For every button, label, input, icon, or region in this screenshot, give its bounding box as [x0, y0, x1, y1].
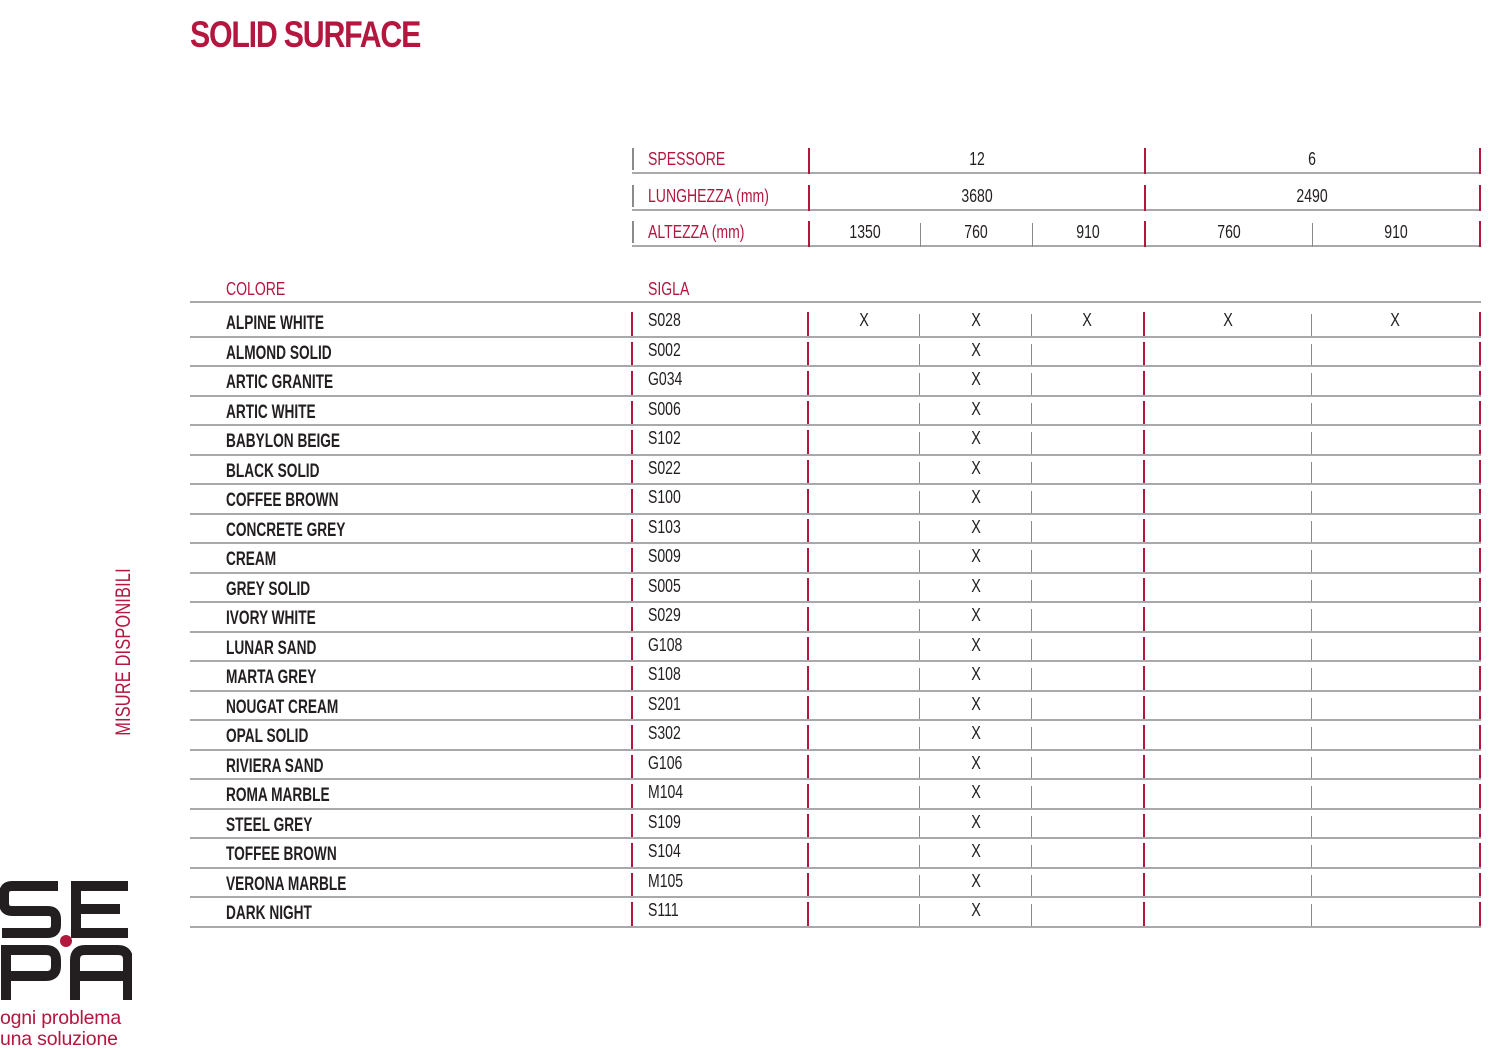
color-name: COFFEE BROWN: [226, 490, 339, 511]
divider: [190, 301, 1481, 303]
availability-mark: X: [971, 428, 982, 448]
availability-mark: [809, 781, 919, 803]
availability-mark: X: [971, 782, 982, 802]
header-value: 1350: [849, 222, 881, 242]
table-row: [190, 485, 1481, 515]
table-row: [190, 751, 1481, 781]
availability-mark: X: [971, 811, 982, 832]
color-name: ROMA MARBLE: [226, 785, 330, 806]
header-row-lunghezza: [632, 183, 1481, 209]
sepa-logo-mark: [0, 880, 132, 1002]
header-value: 910: [1384, 222, 1408, 242]
availability-mark: [1145, 604, 1311, 626]
color-name: RIVIERA SAND: [226, 755, 324, 777]
sepa-logo: [0, 880, 132, 1050]
availability-mark: [1145, 870, 1311, 892]
availability-mark: [1312, 427, 1478, 449]
availability-mark: [809, 663, 919, 685]
color-name: OPAL SOLID: [226, 726, 309, 747]
color-name: DARK NIGHT: [226, 903, 312, 924]
color-name: BLACK SOLID: [226, 460, 320, 482]
color-name: ARTIC WHITE: [226, 401, 316, 423]
logo-tagline-2: una soluzione: [0, 1028, 118, 1050]
availability-mark: [809, 752, 919, 774]
color-code: S029: [648, 605, 681, 625]
table-row: [190, 367, 1481, 397]
color-code: S104: [648, 841, 681, 861]
availability-mark: [1312, 693, 1478, 715]
availability-mark: [1312, 575, 1478, 597]
availability-mark: [809, 811, 919, 833]
color-name: MARTA GREY: [226, 667, 317, 688]
availability-mark: X: [971, 310, 982, 330]
availability-mark: [1312, 486, 1478, 508]
availability-mark: [1145, 693, 1311, 715]
table-row: [190, 456, 1481, 486]
color-name: ALMOND SOLID: [226, 342, 332, 364]
availability-mark: [1312, 545, 1478, 567]
page-title: SOLID SURFACE: [190, 14, 421, 55]
table-row: [190, 574, 1481, 604]
availability-mark: [809, 545, 919, 567]
table-row: [190, 810, 1481, 840]
availability-mark: [1145, 899, 1311, 921]
availability-mark: [1032, 486, 1143, 508]
color-name: TOFFEE BROWN: [226, 844, 337, 865]
availability-mark: [1032, 870, 1143, 892]
availability-mark: X: [1390, 310, 1400, 330]
availability-mark: [1312, 604, 1478, 626]
availability-mark: [1032, 752, 1143, 774]
color-code: S103: [648, 516, 681, 537]
availability-mark: [1312, 398, 1478, 420]
availability-mark: X: [971, 605, 982, 625]
availability-mark: [809, 339, 919, 361]
availability-mark: [1032, 634, 1143, 656]
availability-mark: [1312, 368, 1478, 390]
color-code: S002: [648, 339, 681, 360]
availability-mark: X: [971, 634, 982, 655]
table-row: [190, 869, 1481, 899]
availability-mark: [1312, 634, 1478, 656]
availability-mark: [809, 722, 919, 744]
availability-mark: [809, 486, 919, 508]
availability-mark: [1032, 840, 1143, 862]
color-code: S006: [648, 398, 681, 419]
table-row: [190, 515, 1481, 545]
availability-mark: X: [971, 723, 982, 743]
table-row: [190, 397, 1481, 427]
availability-mark: [1312, 663, 1478, 685]
color-code: S009: [648, 546, 681, 566]
color-code: S022: [648, 457, 681, 478]
availability-mark: [1145, 575, 1311, 597]
availability-mark: [1145, 811, 1311, 833]
availability-mark: [1312, 722, 1478, 744]
color-name: CONCRETE GREY: [226, 519, 346, 541]
table-row: [190, 603, 1481, 633]
availability-mark: [1032, 545, 1143, 567]
side-label: MISURE DISPONIBILI: [112, 568, 135, 736]
header-value: 3680: [961, 186, 993, 206]
color-name: ARTIC GRANITE: [226, 372, 334, 393]
availability-mark: [1032, 575, 1143, 597]
availability-mark: X: [971, 900, 982, 920]
color-name: IVORY WHITE: [226, 608, 316, 629]
color-name: STEEL GREY: [226, 814, 313, 836]
header-value: 760: [1217, 222, 1241, 242]
color-code: G106: [648, 752, 683, 773]
availability-mark: [1145, 427, 1311, 449]
color-name: CREAM: [226, 549, 277, 570]
color-code: S302: [648, 723, 681, 743]
availability-mark: [1032, 398, 1143, 420]
color-code: G034: [648, 369, 683, 389]
availability-mark: [1032, 604, 1143, 626]
color-code: S201: [648, 693, 681, 714]
availability-mark: X: [971, 752, 982, 773]
availability-mark: [1312, 752, 1478, 774]
color-name: VERONA MARBLE: [226, 873, 347, 895]
color-code: M105: [648, 870, 684, 891]
availability-mark: [1145, 781, 1311, 803]
color-name: LUNAR SAND: [226, 637, 317, 659]
availability-mark: X: [971, 516, 982, 537]
availability-mark: X: [971, 575, 982, 596]
availability-mark: [1145, 722, 1311, 744]
availability-mark: [809, 693, 919, 715]
color-name: NOUGAT CREAM: [226, 696, 339, 718]
availability-mark: [1032, 516, 1143, 538]
availability-mark: [1312, 781, 1478, 803]
table-row: [190, 839, 1481, 869]
availability-mark: [1032, 427, 1143, 449]
availability-mark: [809, 899, 919, 921]
availability-mark: [1032, 457, 1143, 479]
header-label-lunghezza: LUNGHEZZA (mm): [648, 186, 769, 206]
availability-mark: [1312, 811, 1478, 833]
table-row: [190, 544, 1481, 574]
availability-mark: [1145, 368, 1311, 390]
availability-mark: X: [971, 339, 982, 360]
header-row-altezza: [632, 219, 1481, 245]
color-name: ALPINE WHITE: [226, 313, 325, 334]
header-value: 6: [1308, 149, 1317, 169]
availability-mark: X: [971, 457, 982, 478]
availability-mark: X: [971, 870, 982, 891]
header-value: 12: [969, 149, 985, 169]
availability-mark: [1032, 663, 1143, 685]
logo-tagline-1: ogni problema: [0, 1007, 121, 1029]
availability-mark: [1312, 339, 1478, 361]
availability-mark: [1145, 486, 1311, 508]
availability-mark: [1312, 840, 1478, 862]
availability-mark: [1145, 752, 1311, 774]
availability-mark: [1032, 899, 1143, 921]
availability-mark: X: [859, 310, 869, 330]
availability-mark: X: [971, 546, 982, 566]
availability-mark: X: [971, 693, 982, 714]
availability-mark: [809, 575, 919, 597]
availability-mark: [1312, 457, 1478, 479]
availability-mark: [1145, 398, 1311, 420]
availability-mark: X: [971, 841, 982, 861]
availability-mark: [1032, 722, 1143, 744]
color-code: G108: [648, 634, 683, 655]
table-row: [190, 662, 1481, 692]
availability-mark: [1145, 339, 1311, 361]
availability-mark: [1312, 899, 1478, 921]
table-row: [190, 780, 1481, 810]
availability-mark: [1032, 339, 1143, 361]
table-row: [190, 898, 1481, 928]
table-row: [190, 692, 1481, 722]
color-code: S109: [648, 811, 681, 832]
availability-mark: X: [971, 398, 982, 419]
availability-mark: [1145, 634, 1311, 656]
availability-mark: [809, 368, 919, 390]
availability-mark: X: [1223, 310, 1233, 330]
availability-mark: [1145, 663, 1311, 685]
header-label-spessore: SPESSORE: [648, 149, 726, 169]
header-value: 2490: [1296, 186, 1329, 206]
availability-mark: [1312, 870, 1478, 892]
availability-mark: X: [971, 369, 982, 389]
color-code: S028: [648, 310, 681, 330]
header-label-altezza: ALTEZZA (mm): [648, 222, 745, 242]
table-row: [190, 308, 1481, 338]
color-code: S111: [648, 900, 679, 920]
availability-mark: [809, 427, 919, 449]
availability-mark: [1145, 840, 1311, 862]
availability-mark: [809, 398, 919, 420]
availability-mark: [809, 870, 919, 892]
availability-mark: X: [971, 664, 982, 684]
availability-mark: [1312, 516, 1478, 538]
table-row: [190, 721, 1481, 751]
availability-mark: [809, 516, 919, 538]
table-row: [190, 426, 1481, 456]
color-code: S005: [648, 575, 681, 596]
color-code: M104: [648, 782, 684, 802]
header-row-spessore: [632, 146, 1481, 172]
availability-mark: [1032, 693, 1143, 715]
availability-mark: [809, 457, 919, 479]
color-name: BABYLON BEIGE: [226, 431, 341, 452]
availability-mark: [1032, 368, 1143, 390]
availability-mark: [1145, 545, 1311, 567]
header-value: 910: [1076, 222, 1101, 242]
availability-mark: [809, 634, 919, 656]
table-row: [190, 338, 1481, 368]
color-code: S102: [648, 428, 681, 448]
column-header-sigla: SIGLA: [648, 279, 690, 299]
availability-mark: [1145, 516, 1311, 538]
color-name: GREY SOLID: [226, 578, 311, 600]
availability-mark: [1145, 457, 1311, 479]
header-value: 760: [964, 222, 989, 242]
table-row: [190, 633, 1481, 663]
availability-mark: [1032, 781, 1143, 803]
availability-mark: [809, 840, 919, 862]
availability-mark: [1032, 811, 1143, 833]
availability-mark: [809, 604, 919, 626]
color-code: S108: [648, 664, 681, 684]
availability-mark: X: [971, 487, 982, 507]
availability-mark: X: [1082, 310, 1093, 330]
column-header-colore: COLORE: [226, 279, 286, 299]
color-code: S100: [648, 487, 681, 507]
